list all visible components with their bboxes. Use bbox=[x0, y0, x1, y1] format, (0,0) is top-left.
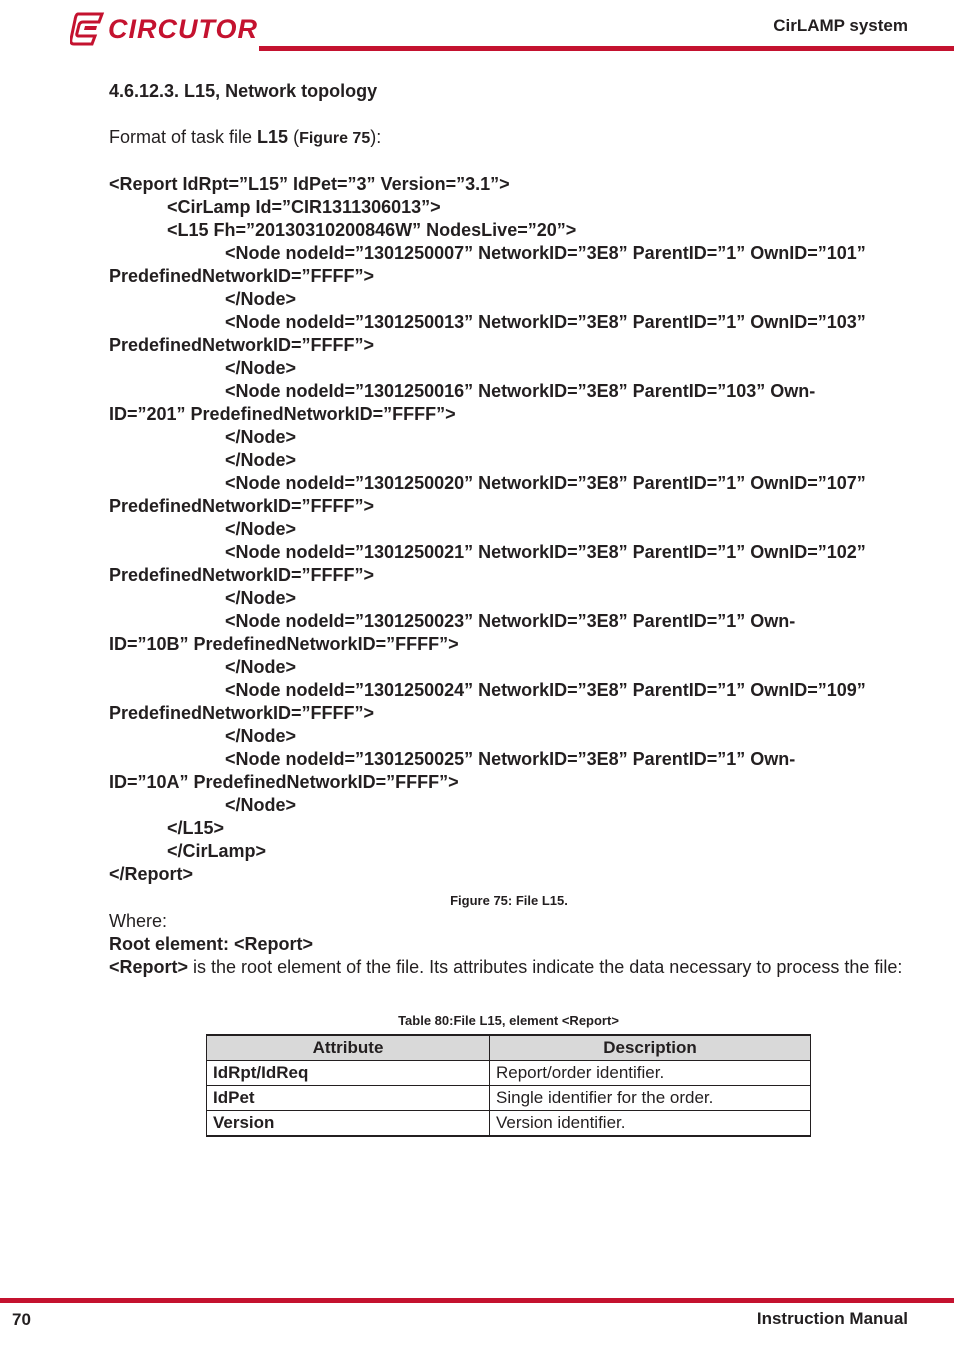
intro-file-name: L15 bbox=[257, 127, 289, 147]
table-row bbox=[207, 1111, 811, 1137]
code-line: <Node nodeId=”1301250021” NetworkID=”3E8” ParentID=”1” OwnID=”102” bbox=[225, 542, 866, 562]
attribute-cell: Version bbox=[207, 1111, 490, 1137]
header-title: CirLAMP system bbox=[773, 16, 908, 35]
logo-text: CIRCUTOR bbox=[108, 14, 259, 44]
code-line: <Node nodeId=”1301250016” NetworkID=”3E8” ParentID=”103” Own- bbox=[225, 381, 816, 401]
column-header-attribute: Attribute bbox=[207, 1035, 490, 1061]
code-line: </Node> bbox=[225, 450, 297, 470]
table-row bbox=[207, 1061, 811, 1086]
code-line: </Node> bbox=[225, 427, 297, 447]
code-line: </Node> bbox=[225, 289, 297, 309]
page-content bbox=[109, 80, 909, 979]
intro-paren-open: ( bbox=[288, 127, 300, 147]
intro-prefix: Format of task file bbox=[109, 127, 258, 147]
code-line: </Node> bbox=[225, 358, 297, 378]
table-caption: Table 80:File L15, element <Report> bbox=[398, 1013, 619, 1028]
code-line: PredefinedNetworkID=”FFFF”> bbox=[109, 703, 375, 723]
code-line: ID=”201” PredefinedNetworkID=”FFFF”> bbox=[109, 404, 456, 424]
code-line: </L15> bbox=[167, 818, 225, 838]
code-line: <CirLamp Id=”CIR1311306013”> bbox=[167, 197, 441, 217]
footer-title: Instruction Manual bbox=[756, 1309, 908, 1328]
code-line: </Node> bbox=[225, 726, 297, 746]
code-line: </Node> bbox=[225, 519, 297, 539]
description-cell: Report/order identifier. bbox=[490, 1061, 811, 1086]
attribute-cell: IdPet bbox=[207, 1086, 490, 1111]
code-line: PredefinedNetworkID=”FFFF”> bbox=[109, 266, 375, 286]
root-description bbox=[109, 956, 909, 979]
intro-paren-close: ): bbox=[370, 127, 382, 147]
code-line: <Node nodeId=”1301250023” NetworkID=”3E8” ParentID=”1” Own- bbox=[225, 611, 796, 631]
code-line: </Node> bbox=[225, 588, 297, 608]
code-line: PredefinedNetworkID=”FFFF”> bbox=[109, 335, 375, 355]
description-cell: Single identifier for the order. bbox=[490, 1086, 811, 1111]
code-line: <L15 Fh=”20130310200846W” NodesLive=”20”> bbox=[167, 220, 577, 240]
code-line: </Node> bbox=[225, 795, 297, 815]
code-line: </CirLamp> bbox=[167, 841, 267, 861]
table-row bbox=[207, 1086, 811, 1111]
header-rule bbox=[259, 46, 954, 51]
circutor-logo bbox=[70, 12, 259, 46]
code-line: <Node nodeId=”1301250007” NetworkID=”3E8” ParentID=”1” OwnID=”101” bbox=[225, 243, 866, 263]
figure-caption: Figure 75: File L15. bbox=[450, 893, 568, 908]
code-line: </Report> bbox=[109, 864, 194, 884]
code-line: PredefinedNetworkID=”FFFF”> bbox=[109, 565, 375, 585]
root-description-tag: <Report> bbox=[109, 957, 189, 977]
column-header-description: Description bbox=[490, 1035, 811, 1061]
footer-rule bbox=[0, 1298, 954, 1303]
attributes-table bbox=[206, 1034, 811, 1137]
root-description-text: is the root element of the file. Its attributes indicate the data necessary to process the file: bbox=[188, 957, 903, 977]
circutor-logo-mark bbox=[70, 12, 106, 46]
root-element-heading: Root element: <Report> bbox=[109, 934, 314, 954]
table-header-row bbox=[207, 1035, 811, 1061]
intro-paragraph bbox=[109, 126, 909, 150]
code-line: <Report IdRpt=”L15” IdPet=”3” Version=”3.1”> bbox=[109, 174, 510, 194]
code-line: </Node> bbox=[225, 657, 297, 677]
code-line: <Node nodeId=”1301250024” NetworkID=”3E8” ParentID=”1” OwnID=”109” bbox=[225, 680, 866, 700]
code-line: PredefinedNetworkID=”FFFF”> bbox=[109, 496, 375, 516]
code-line: <Node nodeId=”1301250020” NetworkID=”3E8” ParentID=”1” OwnID=”107” bbox=[225, 473, 866, 493]
page-number: 70 bbox=[12, 1310, 31, 1329]
code-listing bbox=[109, 173, 909, 886]
code-line: <Node nodeId=”1301250013” NetworkID=”3E8” ParentID=”1” OwnID=”103” bbox=[225, 312, 866, 332]
section-title: 4.6.12.3. L15, Network topology bbox=[109, 81, 378, 101]
code-line: ID=”10A” PredefinedNetworkID=”FFFF”> bbox=[109, 772, 459, 792]
code-line: <Node nodeId=”1301250025” NetworkID=”3E8” ParentID=”1” Own- bbox=[225, 749, 796, 769]
attribute-cell: IdRpt/IdReq bbox=[207, 1061, 490, 1086]
figure-reference-link[interactable]: Figure 75 bbox=[299, 130, 371, 147]
where-label: Where: bbox=[109, 911, 168, 931]
description-cell: Version identifier. bbox=[490, 1111, 811, 1137]
code-line: ID=”10B” PredefinedNetworkID=”FFFF”> bbox=[109, 634, 459, 654]
